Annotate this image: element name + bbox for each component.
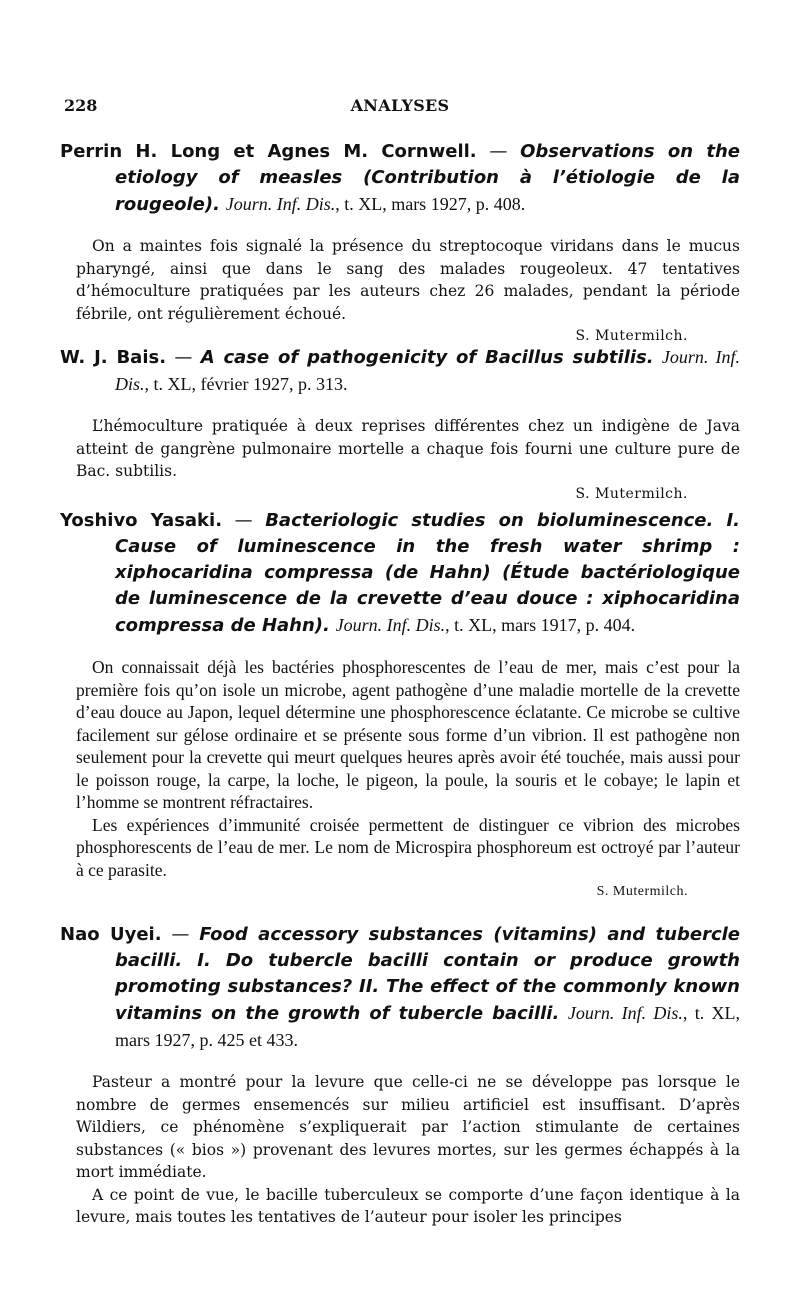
abstract [60, 415, 740, 505]
entry-author: W. J. Bais. [60, 347, 167, 368]
reference: Nao Uyei. — Food accessory substances (vitamins) and tubercle bacilli. I. Do tubercle bacilli contain or produce growth promoting substances? II. The effect of the commonly known vitamins on the growth of tubercle bacilli. Journ. Inf. Dis., t. XL, mars 1927, p. 425 et 433. [60, 924, 741, 1050]
entry-title: Food accessory substances (vitamins) and tubercle bacilli. I. Do tubercle bacilli contain or produce growth promoting substances? II. The effect of the commonly known vitamins on the growth of tubercle bacilli. [115, 924, 740, 1024]
review-entry [60, 139, 740, 348]
entry-author: Perrin H. Long et Agnes M. Cornwell. [60, 141, 477, 162]
page-number: 228 [64, 96, 98, 115]
journal-citation: , t. XL, mars 1927, p. 408. [335, 194, 526, 214]
entry-author: Yoshivo Yasaki. [60, 510, 223, 531]
abstract-paragraph: Pasteur a montré pour la levure que celle-ci ne se développe pas lorsque le nombre de germes ensemencés sur milieu artificiel est insuffisant. D’après Wildiers, ce phénomène s’expliquerait par l’action stimulante de certaines substances (« bios ») provenant des levures mortes, sur les germes échappés à la mort immédiate. [76, 1073, 740, 1181]
entry-author: Nao Uyei. [60, 924, 162, 945]
entry-title: A case of pathogenicity of Bacillus subtilis. [200, 347, 654, 368]
review-entry [60, 508, 740, 904]
reviewer-signature: S. Mutermilch. [575, 485, 688, 502]
reference: Perrin H. Long et Agnes M. Cornwell. — Observations on the etiology of measles (Contribution à l’étiologie de la rougeole). Journ. Inf. Dis., t. XL, mars 1927, p. 408. [60, 141, 741, 215]
journal-name: Journ. Inf. Dis. [335, 615, 446, 635]
review-entry [60, 344, 740, 505]
running-title: ANALYSES [350, 96, 450, 115]
entry-title: Bacteriologic studies on bioluminescence. I. Cause of luminescence in the fresh water shrimp : xiphocaridina compressa (de Hahn) (Étude bactériologique de luminescence de la crevette d’eau douce : xiphocaridina compressa de Hahn). [115, 510, 741, 636]
reviewer-signature: S. Mutermilch. [575, 328, 688, 344]
journal-name: Journ. Inf. Dis. [225, 194, 336, 214]
abstract-paragraph: L’hémoculture pratiquée à deux reprises différentes chez un indigène de Java atteint de gangrène pulmonaire mortelle a chaque fois fourni une culture pure de Bac. subtilis. [76, 417, 740, 480]
reviewer-signature: S. Mutermilch. [596, 884, 688, 899]
abstract [60, 656, 740, 904]
journal-name: Journ. Inf. Dis. [115, 347, 740, 394]
abstract [60, 235, 740, 348]
page-header [64, 96, 736, 122]
abstract [60, 1071, 740, 1229]
journal-name: Journ. Inf. Dis. [567, 1003, 683, 1023]
abstract-paragraph: On connaissait déjà les bactéries phosphorescentes de l’eau de mer, mais c’est pour la première fois qu’on isole un microbe, agent pathogène d’une maladie mortelle de la crevette d’eau douce au Japon, lequel détermine une phosphorescence éclatante. Ce microbe se cultive facilement sur gélose ordinaire et se présente sous forme d’un vibrion. Il est pathogène non seulement pour la crevette qui meurt quelques heures après avoir été touchée, mais aussi pour le poisson rouge, la carpe, la loche, le pigeon, la poule, la souris et le cobaye; le lapin et l’homme se montrent réfractaires. [76, 657, 740, 812]
review-entry [60, 922, 740, 1229]
abstract-paragraph: A ce point de vue, le bacille tuberculeux se comporte d’une façon identique à la levure, mais toutes les tentatives de l’auteur pour isoler les principes [76, 1185, 740, 1226]
abstract-paragraph: On a maintes fois signalé la présence du streptocoque viridans dans le mucus pharyngé, ainsi que dans le sang des malades rougeoleux. 47 tentatives d’hémoculture pratiquées par les auteurs chez 26 malades, pendant la période fébrile, ont régulièrement échoué. [76, 237, 740, 323]
reference: W. J. Bais. — A case of pathogenicity of Bacillus subtilis. Journ. Inf. Dis., t. XL, février 1927, p. 313. [60, 347, 740, 394]
journal-citation: , t. XL, mars 1927, p. 425 et 433. [115, 1003, 741, 1050]
reference: Yoshivo Yasaki. — Bacteriologic studies on bioluminescence. I. Cause of luminescence in the fresh water shrimp : xiphocaridina compressa (de Hahn) (Étude bactériologique de luminescence de la crevette d’eau douce : xiphocaridina compressa de Hahn). Journ. Inf. Dis., t. XL, mars 1917, p. 404. [60, 510, 741, 636]
journal-citation: , t. XL, mars 1917, p. 404. [445, 615, 636, 635]
journal-citation: , t. XL, février 1927, p. 313. [144, 374, 348, 394]
entry-title: Observations on the etiology of measles (Contribution à l’étiologie de la rougeole). [115, 141, 741, 215]
abstract-paragraph: Les expériences d’immunité croisée permettent de distinguer ce vibrion des microbes phosphorescents de l’eau de mer. Le nom de Microspira phosphoreum est octroyé par l’auteur à ce parasite. [76, 814, 740, 880]
